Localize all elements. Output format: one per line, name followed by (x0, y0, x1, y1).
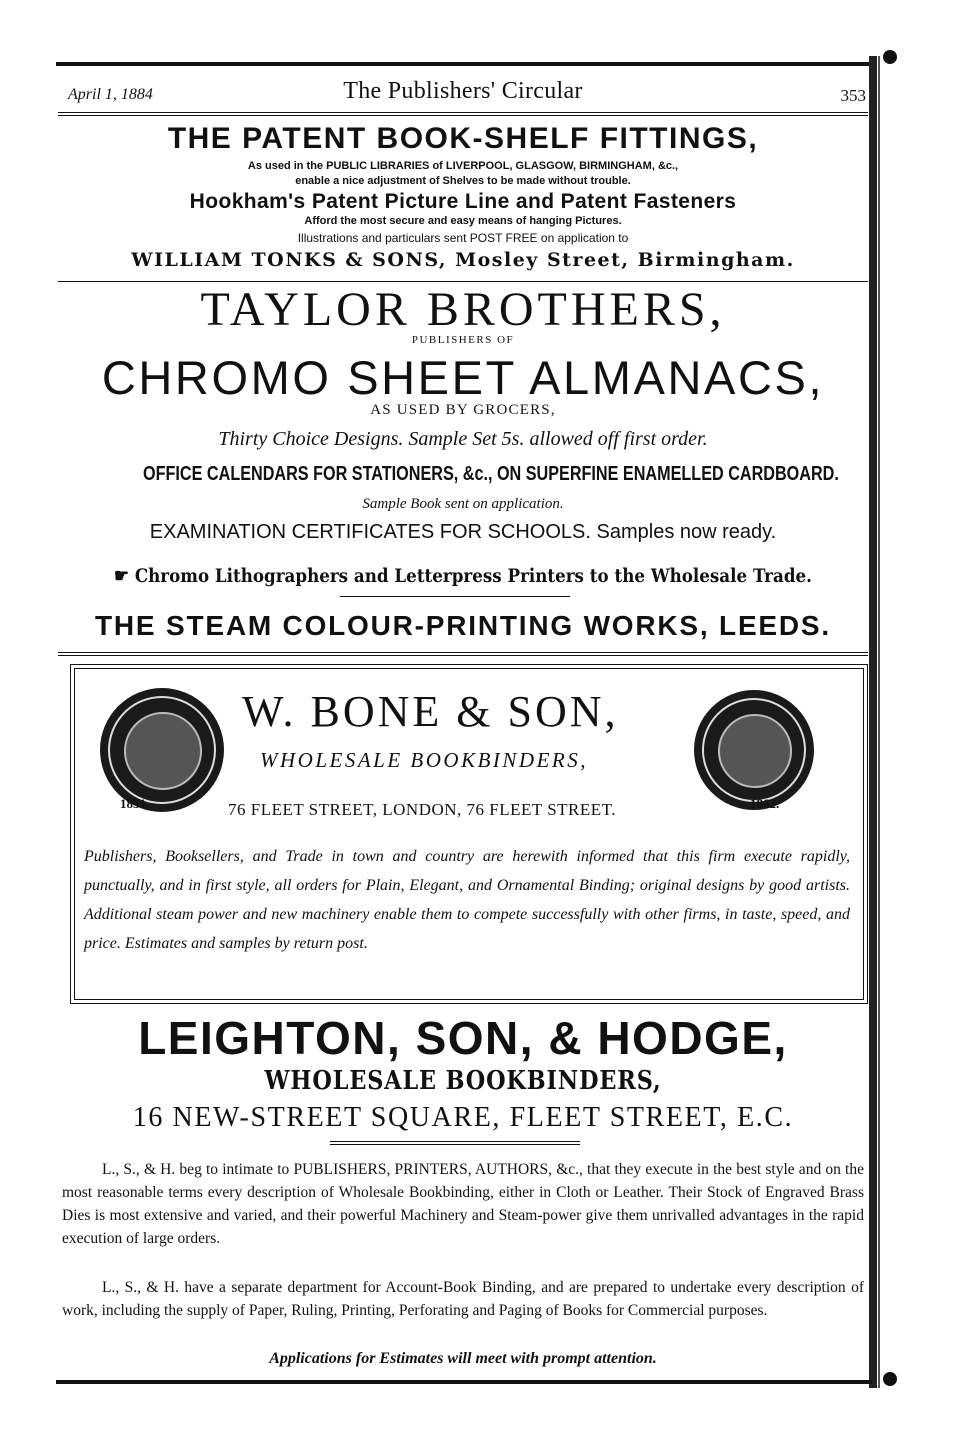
right-border-inner (878, 56, 880, 1388)
pointing-hand-icon: ☛ (114, 565, 135, 587)
ad-taylor-printers: Chromo Lithographers and Letterpress Printers to the Wholesale Trade. (134, 565, 812, 587)
ad-bone-address: 76 FLEET STREET, LONDON, 76 FLEET STREET. (228, 800, 617, 819)
ad-bone-body: Publishers, Booksellers, and Trade in town and country are herewith informed that this firm execute rapidly, punctually, and in first style, all orders for Plain, Elegant, and Ornamental Binding; original designs by good artists. Additional steam power and new machinery enable them to compete successfully with other firms, in taste, speed, and price. Estimates and samples by return post. (84, 848, 850, 952)
medal-1862-icon (694, 690, 814, 810)
bottom-border (56, 1380, 872, 1384)
divider-3 (330, 1141, 580, 1145)
page-header (58, 72, 868, 108)
ad-taylor-printers-line (107, 565, 820, 587)
top-border (56, 62, 872, 66)
ad-taylor-sample-book: Sample Book sent on application. (362, 496, 564, 512)
ad-tonks-contact: WILLIAM TONKS & SONS, Mosley Street, Birmingham. (131, 249, 795, 271)
page-number: 353 (840, 86, 866, 105)
ad-leighton-name: LEIGHTON, SON, & HODGE, (138, 1012, 788, 1064)
ad-taylor-calendars: OFFICE CALENDARS FOR STATIONERS, &c., ON SUPERFINE ENAMELLED CARDBOARD. (143, 462, 839, 485)
ad-tonks-line3: Afford the most secure and easy means of hanging Pictures. (304, 215, 622, 227)
medal-1851-icon (100, 688, 224, 812)
corner-ornament-bottom (883, 1372, 897, 1386)
ad-taylor-name: TAYLOR BROTHERS, (200, 283, 726, 336)
ad-tonks-line4: Illustrations and particulars sent POST FREE on application to (297, 231, 629, 245)
ad-taylor-product: CHROMO SHEET ALMANACS, (101, 351, 825, 404)
ad-leighton-address: 16 NEW-STREET SQUARE, FLEET STREET, E.C. (132, 1102, 794, 1133)
ad-leighton-para1: L., S., & H. beg to intimate to PUBLISHERS, PRINTERS, AUTHORS, &c., that they execute in the best style and on the most reasonable terms every description of Wholesale Bookbinding, either in Cloth or Leather. Their Stock of Engraved Brass Dies is most extensive and varied, and their powerful Machinery and Steam-power give them unrivalled advantages in the rapid execution of large orders. (62, 1161, 864, 1247)
ad-bone-trade: WHOLESALE BOOKBINDERS, (260, 748, 588, 772)
corner-ornament-top (883, 50, 897, 64)
ad-leighton-trade: WHOLESALE BOOKBINDERS, (264, 1066, 662, 1096)
ad-taylor-designs: Thirty Choice Designs. Sample Set 5s. allowed off first order. (218, 428, 708, 450)
divider-2 (58, 652, 868, 656)
journal-title: The Publishers' Circular (343, 78, 583, 104)
ad-taylor-used-by: AS USED BY GROCERS, (370, 402, 556, 418)
ad-bone-year-left: 1851. (120, 796, 150, 811)
right-border (869, 56, 877, 1388)
ad-tonks-headline: THE PATENT BOOK-SHELF FITTINGS, (167, 122, 759, 155)
ad-taylor-exam: EXAMINATION CERTIFICATES FOR SCHOOLS. Samples now ready. (149, 521, 777, 543)
ad-taylor-publishers-of: PUBLISHERS OF (411, 334, 515, 346)
header-rule (58, 112, 868, 116)
divider-short (340, 596, 570, 597)
ad-bone-year-right: 1862. (750, 796, 780, 811)
issue-date: April 1, 1884 (68, 86, 153, 103)
ad-bone-name: W. BONE & SON, (242, 687, 619, 736)
ad-leighton-para2: L., S., & H. have a separate department for Account-Book Binding, and are prepared to undertake every description of work, including the supply of Paper, Ruling, Printing, Perforating and Paging of Books for Commercial purposes. (62, 1279, 864, 1319)
ad-tonks-headline2: Hookham's Patent Picture Line and Patent Fasteners (189, 190, 737, 213)
ad-tonks-line2: enable a nice adjustment of Shelves to be made without trouble. (295, 175, 631, 187)
ad-leighton-footer: Applications for Estimates will meet with prompt attention. (269, 1350, 657, 1367)
ad-taylor-works: THE STEAM COLOUR-PRINTING WORKS, LEEDS. (95, 610, 831, 641)
ad-tonks-line1: As used in the PUBLIC LIBRARIES of LIVERPOOL, GLASGOW, BIRMINGHAM, &c., (247, 160, 679, 172)
